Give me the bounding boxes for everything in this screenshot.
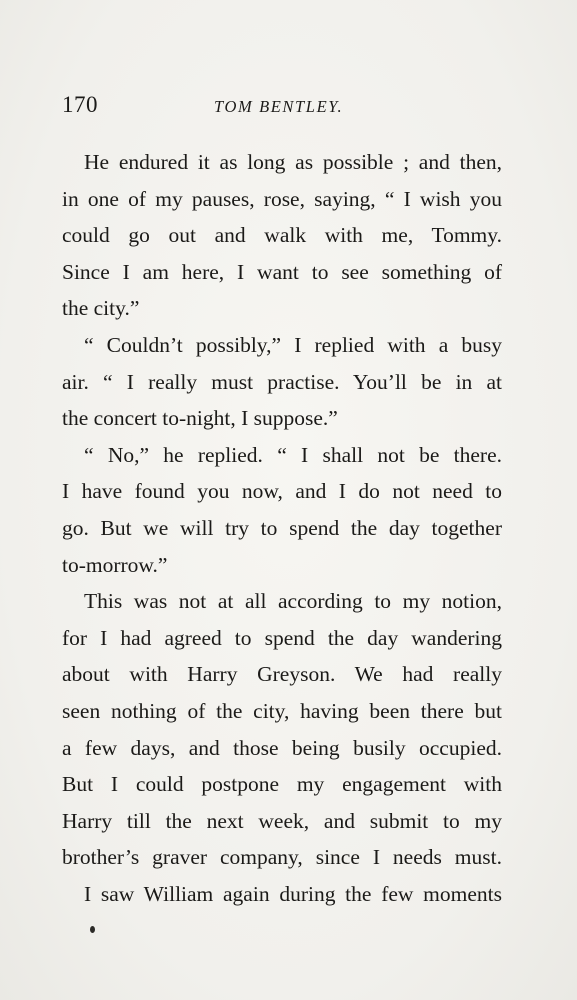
text-line: could go out and walk with me, Tommy.	[62, 223, 502, 248]
text-line: Harry till the next week, and submit to my	[62, 808, 502, 833]
text-line: I saw William again during the few moments	[84, 881, 502, 906]
text-line: But I could postpone my engagement with	[62, 772, 502, 797]
paragraph-2	[62, 327, 502, 437]
text-line: air. “ I really must practise. You’ll be in at	[62, 369, 502, 394]
text-line: “ Couldn’t possibly,” I replied with a busy	[84, 332, 502, 357]
ink-speck	[90, 926, 95, 933]
text-line: I have found you now, and I do not need to	[62, 479, 502, 504]
text-line: for I had agreed to spend the day wandering	[62, 625, 502, 650]
text-line: seen nothing of the city, having been there but	[62, 698, 502, 723]
running-head: TOM BENTLEY.	[214, 97, 344, 116]
page-header	[62, 92, 502, 122]
paragraph-3	[62, 437, 502, 583]
text-line: “ No,” he replied. “ I shall not be there.	[84, 442, 502, 467]
text-line: He endured it as long as possible ; and then,	[84, 150, 502, 174]
paragraph-4	[62, 583, 502, 876]
text-line: brother’s graver company, since I needs must.	[62, 845, 502, 870]
text-line: to-morrow.”	[62, 552, 168, 577]
text-line: a few days, and those being busily occupied.	[62, 735, 502, 760]
text-line: the city.”	[62, 296, 140, 321]
paragraph-5	[62, 876, 502, 913]
text-line: in one of my pauses, rose, saying, “ I wish you	[62, 186, 502, 211]
text-line: about with Harry Greyson. We had really	[62, 662, 502, 687]
text-line: the concert to-night, I suppose.”	[62, 406, 338, 431]
text-line: This was not at all according to my notion,	[84, 589, 502, 614]
body-text	[62, 144, 502, 912]
text-line: go. But we will try to spend the day together	[62, 515, 502, 540]
page-number: 170	[62, 92, 98, 117]
paragraph-1	[62, 144, 502, 327]
text-line: Since I am here, I want to see something of	[62, 259, 502, 284]
